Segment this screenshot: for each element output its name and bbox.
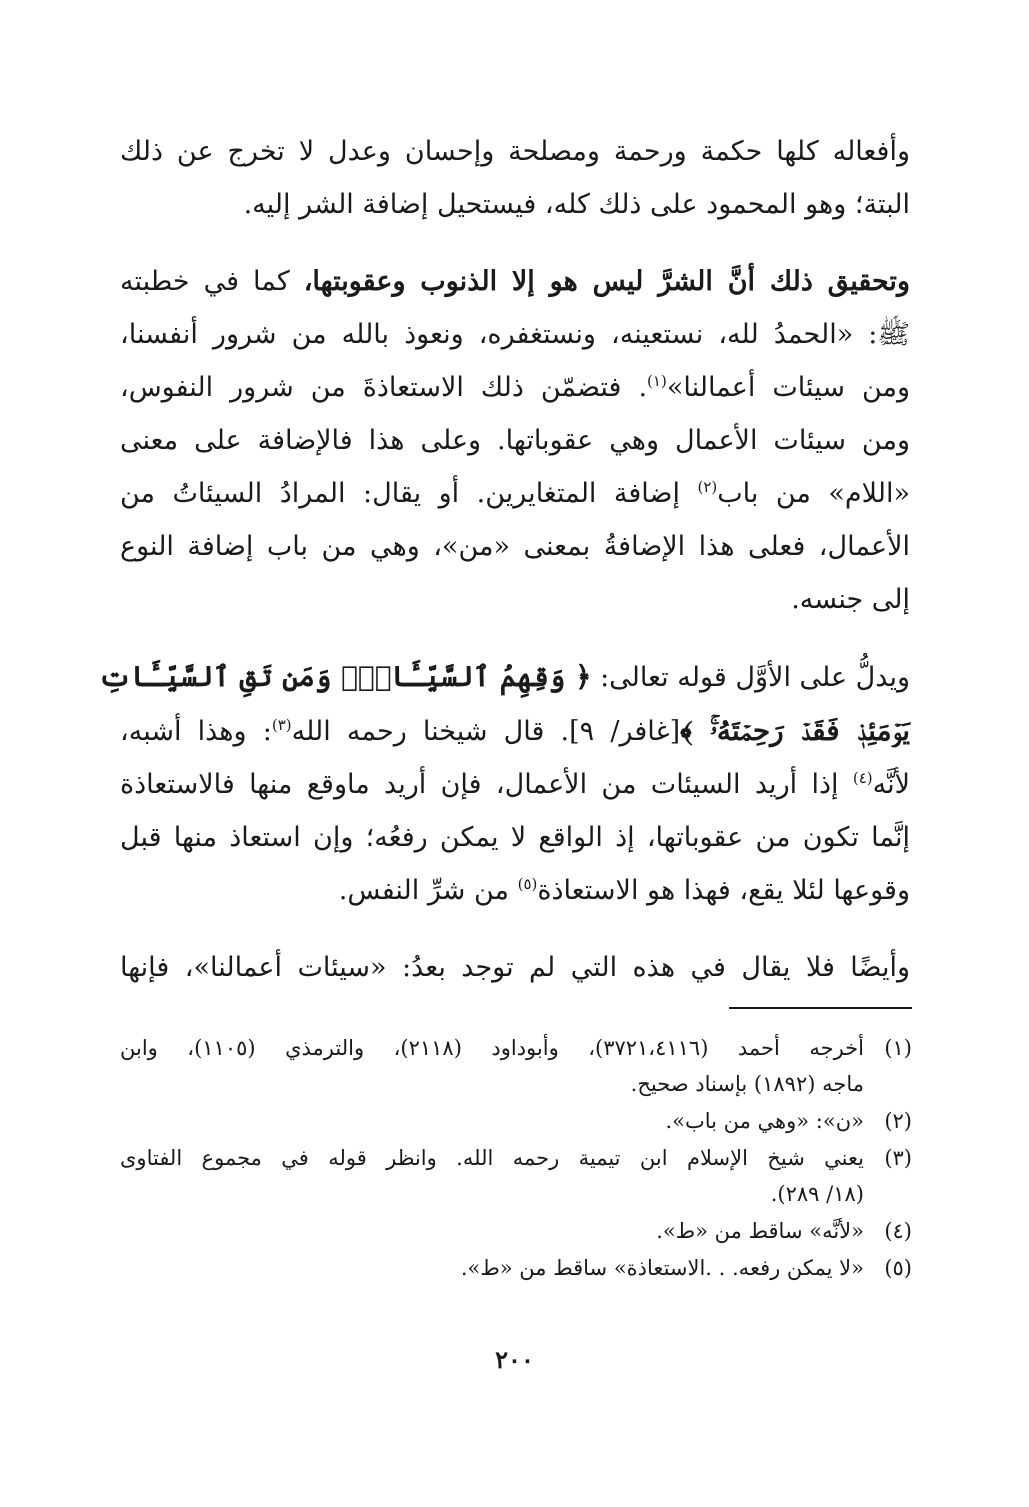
- footnotes: [120, 1030, 912, 1287]
- footnote-ref: (١): [647, 372, 667, 390]
- text-line: [120, 758, 910, 811]
- footnote-number: (٥): [884, 1256, 912, 1280]
- paragraph-3: [98, 650, 910, 917]
- text-line: البتة؛ وهو المحمود على ذلك كله، فيستحيل إضافة الشر إليه.: [243, 189, 910, 220]
- text-line: ومن سيئات الأعمال وهي عقوباتها. وعلى هذا فالإضافة على معنى: [120, 425, 910, 456]
- footnote-number: (٣): [884, 1146, 912, 1170]
- text-segment: [غافر/ ٩]. قال شيخنا رحمه الله: [291, 716, 681, 747]
- text-line: ﷺ: «الحمدُ لله، نستعينه، ونستغفره، ونعوذ بالله من شرور أنفسنا،: [120, 319, 910, 350]
- footnote-number: (١): [884, 1036, 912, 1060]
- footnote-line: «لا يمكن رفعه. . .الاستعاذة» ساقط من «ط».: [460, 1256, 864, 1280]
- text-line: إلى جنسه.: [791, 584, 910, 615]
- footnote-ref: (٣): [271, 716, 292, 734]
- text-segment: . فتضمّن ذلك الاستعاذةَ من شرور النفوس،: [120, 372, 648, 403]
- text-segment: وقوعها لئلا يقع، فهذا هو الاستعاذة: [537, 875, 910, 906]
- text-line: [120, 704, 910, 758]
- quran-verse: ﴿ وَقِهِمُ ٱلسَّيِّـَٔاتِۚ وَمَن تَقِ ٱلسَّيِّـَٔاتِ: [98, 660, 592, 693]
- footnote-line: «لأنَّه» ساقط من «ط».: [656, 1219, 864, 1243]
- footnote: [120, 1213, 912, 1249]
- footnote-line: ماجه (١٨٩٢) بإسناد صحيح.: [630, 1072, 864, 1096]
- text-segment: ومن سيئات أعمالنا»: [666, 372, 910, 403]
- footnote-line: «ن»: «وهي من باب».: [665, 1109, 864, 1133]
- text-segment: كما في خطبته: [120, 266, 304, 297]
- footnote: [120, 1030, 912, 1102]
- text-segment: إذا أريد السيئات من الأعمال، فإن أريد ماوقع منها فالاستعاذة: [120, 769, 853, 800]
- text-segment: : وهذا أشبه،: [120, 716, 272, 747]
- footnote-line: (١٨/ ٢٨٩).: [770, 1182, 864, 1206]
- footnote-number: (٢): [884, 1109, 912, 1133]
- footnote-text: [120, 1030, 864, 1102]
- text-segment: لأنَّه: [872, 769, 910, 800]
- footnote-number: (٤): [884, 1219, 912, 1243]
- footnote: [120, 1103, 912, 1139]
- text-line: [120, 467, 910, 520]
- text-segment: إضافة المتغايرين. أو يقال: المرادُ السيئاتُ من: [120, 478, 698, 509]
- bold-phrase: وتحقيق ذلك أنَّ الشرَّ ليس هو إلا الذنوب وعقوبتها،: [303, 266, 910, 297]
- text-line: وأيضًا فلا يقال في هذه التي لم توجد بعدُ: «سيئات أعمالنا»، فإنها: [120, 952, 910, 983]
- footnote-text: [120, 1140, 864, 1212]
- quran-verse: يَوۡمَئِذٖ فَقَدۡ رَحِمۡتَهُۥۚ ﴾: [680, 714, 910, 747]
- paragraph-1: [120, 125, 910, 231]
- footnote-ref: (٥): [517, 875, 538, 893]
- text-line: [98, 650, 910, 704]
- footnote-line: يعني شيخ الإسلام ابن تيمية رحمه الله. وانظر قوله في مجموع الفتاوى: [120, 1146, 864, 1170]
- footnote-ref: (٤): [852, 769, 873, 787]
- text-line: وأفعاله كلها حكمة ورحمة ومصلحة وإحسان وعدل لا تخرج عن ذلك: [120, 136, 910, 167]
- page-number: ٢٠٠: [495, 1345, 534, 1374]
- text-line: [120, 361, 910, 414]
- main-text: [98, 125, 910, 1018]
- text-segment: ويدلُّ على الأوَّل قوله تعالى:: [591, 662, 910, 693]
- footnote-text: [120, 1250, 864, 1286]
- text-segment: من شرِّ النفس.: [338, 875, 518, 906]
- footnote: [120, 1140, 912, 1212]
- paragraph-4: [120, 941, 910, 994]
- paragraph-2: [120, 255, 910, 626]
- footnote-line: أخرجه أحمد (٣٧٢١،٤١١٦)، وأبوداود (٢١١٨)، والترمذي (١١٠٥)، وابن: [120, 1036, 864, 1060]
- text-line: إنَّما تكون من عقوباتها، إذ الواقع لا يمكن رفعُه؛ وإن استعاذ منها قبل: [120, 822, 910, 853]
- text-line: [120, 255, 910, 308]
- footnote-text: [120, 1103, 864, 1139]
- footnote-text: [120, 1213, 864, 1249]
- text-line: الأعمال، فعلى هذا الإضافةُ بمعنى «من»، وهي من باب إضافة النوع: [120, 531, 910, 562]
- text-segment: «اللام» من باب: [717, 478, 910, 509]
- text-line: [120, 864, 910, 917]
- footnote-ref: (٢): [697, 478, 718, 496]
- footnote-separator: [729, 1007, 912, 1009]
- footnote: [120, 1250, 912, 1286]
